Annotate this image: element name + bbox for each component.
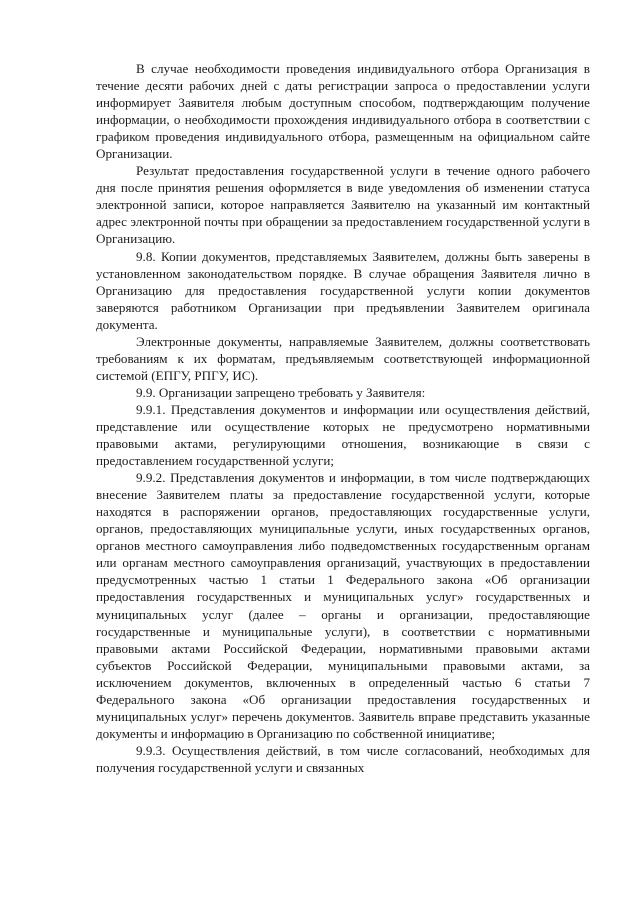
paragraph-9-9-2: 9.9.2. Представления документов и информации, в том числе подтверждающих внесение Заявителем платы за предоставление государственной услуги, которые находятся в распоряжении органов, предоставляющих государственные услуги, органов, предоставляющих муниципальные услуги, иных государственных органов, органов местного самоуправления либо подведомственных государственным органам или органам местного самоуправления организаций, участвующих в предоставлении предусмотренных частью 1 статьи 1 Федерального закона «Об организации предоставления государственных и муниципальных услуг» государственных и муниципальных услуг (далее – органы и организации, предоставляющие государственные и муниципальные услуги), в соответствии с нормативными правовыми актами Российской Федерации, нормативными правовыми актами субъектов Российской Федерации, муниципальными правовыми актами, за исключением документов, включенных в определенный частью 6 статьи 7 Федерального закона «Об организации предоставления государственных и муниципальных услуг» перечень документов. Заявитель вправе представить указанные документы и информацию в Организацию по собственной инициативе; <box>96 470 590 741</box>
paragraph-9-9-3: 9.9.3. Осуществления действий, в том числе согласований, необходимых для получения государственной услуги и связанных <box>96 742 590 775</box>
paragraph-9-8: 9.8. Копии документов, представляемых Заявителем, должны быть заверены в установленном законодательством порядке. В случае обращения Заявителя лично в Организацию для предоставления государственной услуги копии документов заверяются работником Организации при предъявлении Заявителем оригинала документа. <box>96 248 590 332</box>
paragraph-individual-selection: В случае необходимости проведения индивидуального отбора Организация в течение десяти рабочих дней с даты регистрации запроса о предоставлении услуги информирует Заявителя любым доступным способом, подтверждающим получение информации, о необходимости прохождения индивидуального отбора в соответствии с графиком проведения индивидуального отбора, размещенным на официальном сайте Организации. <box>96 61 590 162</box>
paragraph-9-9-1: 9.9.1. Представления документов и информации или осуществления действий, представление или осуществление которых не предусмотрено нормативными правовыми актами, регулирующими отношения, возникающие в связи с предоставлением государственной услуги; <box>96 401 590 469</box>
paragraph-9-9: 9.9. Организации запрещено требовать у Заявителя: <box>136 384 426 400</box>
paragraph-service-result: Результат предоставления государственной услуги в течение одного рабочего дня после принятия решения оформляется в виде уведомления об изменении статуса электронной записи, которое направляется Заявителю на указанный им контактный адрес электронной почты при обращении за предоставлением государственной услуги в Организацию. <box>96 163 590 247</box>
document-page <box>96 60 590 776</box>
paragraph-electronic-documents: Электронные документы, направляемые Заявителем, должны соответствовать требованиям к их форматам, предъявляемым соответствующей информационной системой (ЕПГУ, РПГУ, ИС). <box>96 333 590 383</box>
